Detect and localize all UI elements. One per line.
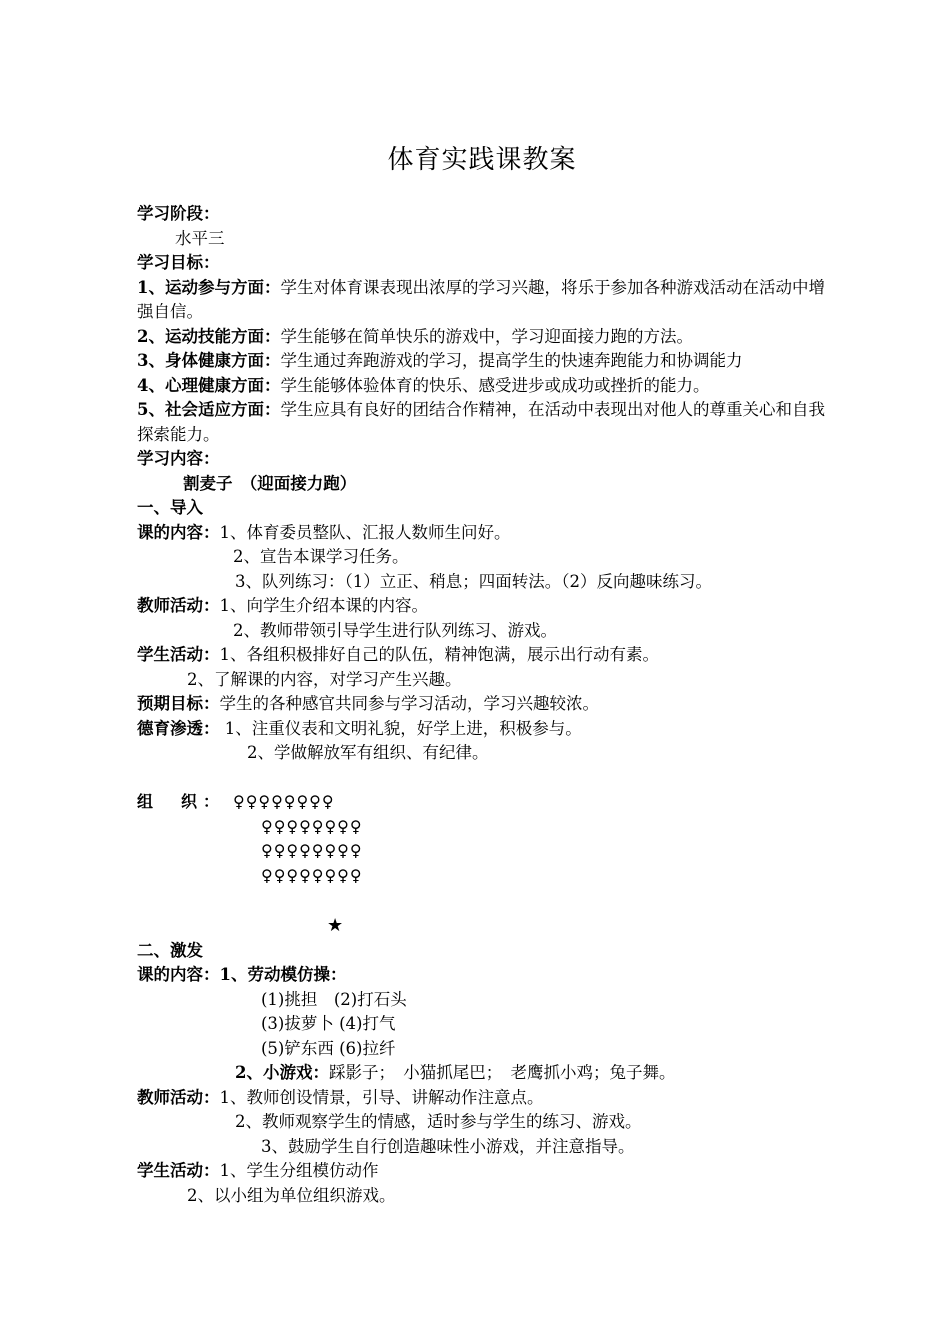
s2-student-item: 1、学生分组模仿动作 xyxy=(219,1161,379,1180)
s2-course-title: 1、劳动模仿操： xyxy=(219,965,347,984)
s2-student-item: 2、以小组为单位组织游戏。 xyxy=(187,1185,396,1205)
goals-label: 学习目标： xyxy=(137,253,220,272)
org-row-3: ♀♀♀♀♀♀♀♀ xyxy=(261,841,363,860)
s1-moral-item: 1、注重仪表和文明礼貌，好学上进，积极参与。 xyxy=(224,718,582,738)
content-value: 割麦子 （迎面接力跑） xyxy=(183,473,357,493)
s1-student-item: 1、各组积极排好自己的队伍，精神饱满，展示出行动有素。 xyxy=(219,645,659,664)
s1-moral-item: 2、学做解放军有组织、有纪律。 xyxy=(247,743,489,762)
org-figures: ♀♀♀♀♀♀♀♀ xyxy=(233,792,335,811)
s2-teacher-item: 3、鼓励学生自行创造趣味性小游戏，并注意指导。 xyxy=(261,1136,635,1156)
s1-teacher-item: 2、教师带领引导学生进行队列练习、游戏。 xyxy=(233,620,557,640)
s2-course-row xyxy=(137,963,827,988)
goal-text: 学生对体育课表现出浓厚的学习兴趣，将乐于参加各种游戏活动在活动中增强自信。 xyxy=(137,277,825,321)
goal-4 xyxy=(137,374,827,399)
lesson-plan-page xyxy=(137,140,827,1208)
s2-teacher-label: 教师活动： xyxy=(137,1087,220,1107)
s2-move-row: (5)铲东西 (6)拉纤 xyxy=(261,1038,396,1058)
s1-course-label: 课的内容： xyxy=(137,522,220,542)
stage-value: 水平三 xyxy=(175,228,225,248)
org-row-1 xyxy=(137,790,827,815)
goal-label: 2、运动技能方面： xyxy=(137,326,281,346)
s1-course-row xyxy=(137,521,827,546)
s1-teacher-label: 教师活动： xyxy=(137,596,220,615)
goal-label: 1、运动参与方面： xyxy=(137,277,281,297)
document-title: 体育实践课教案 xyxy=(387,145,577,175)
goal-text: 学生应具有良好的团结合作精神，在活动中表现出对他人的尊重关心和自我探索能力。 xyxy=(137,400,825,444)
goal-1 xyxy=(137,276,827,325)
goal-text: 学生通过奔跑游戏的学习，提高学生的快速奔跑能力和协调能力 xyxy=(280,351,743,370)
s1-student-label: 学生活动： xyxy=(137,645,220,664)
goal-text: 学生能够体验体育的快乐、感受进步或成功或挫折的能力。 xyxy=(280,375,710,395)
s2-game-text: 踩影子； 小猫抓尾巴； 老鹰抓小鸡；兔子舞。 xyxy=(328,1063,676,1082)
goal-3 xyxy=(137,349,827,374)
s2-student-label: 学生活动： xyxy=(137,1161,220,1180)
s1-student-row xyxy=(137,643,827,668)
spacer xyxy=(137,888,827,913)
s1-course-item: 2、宣告本课学习任务。 xyxy=(233,547,409,566)
s2-move-row: (1)挑担 (2)打石头 xyxy=(261,989,407,1009)
goal-label: 4、心理健康方面： xyxy=(137,375,281,395)
s1-expect-text: 学生的各种感官共同参与学习活动，学习兴趣较浓。 xyxy=(219,694,599,713)
org-label: 组 织： xyxy=(137,792,226,811)
s1-course-item: 1、体育委员整队、汇报人数师生问好。 xyxy=(219,522,511,542)
s1-student-item: 2、了解课的内容，对学习产生兴趣。 xyxy=(187,669,462,689)
teacher-star-icon: ★ xyxy=(327,914,344,936)
content-label: 学习内容： xyxy=(137,449,220,468)
s2-teacher-item: 1、教师创设情景，引导、讲解动作注意点。 xyxy=(219,1087,544,1107)
s1-expect-label: 预期目标： xyxy=(137,694,220,713)
s1-teacher-row xyxy=(137,594,827,619)
org-row-4: ♀♀♀♀♀♀♀♀ xyxy=(261,865,363,885)
section-2-heading: 二、激发 xyxy=(137,940,203,960)
s2-game-label: 2、小游戏： xyxy=(235,1063,329,1082)
goal-label: 5、社会适应方面： xyxy=(137,400,281,419)
goal-2 xyxy=(137,325,827,350)
s1-moral-row xyxy=(137,717,827,742)
org-row-2: ♀♀♀♀♀♀♀♀ xyxy=(261,816,363,836)
s1-moral-label: 德育渗透： xyxy=(137,718,220,738)
spacer xyxy=(137,766,827,791)
s2-move-row: (3)拔萝卜 (4)打气 xyxy=(261,1014,396,1033)
s1-teacher-item: 1、向学生介绍本课的内容。 xyxy=(219,596,428,615)
goal-label: 3、身体健康方面： xyxy=(137,351,281,370)
s2-student-row xyxy=(137,1159,827,1184)
s2-course-label: 课的内容： xyxy=(137,965,220,984)
s1-expect-row xyxy=(137,692,827,717)
goal-text: 学生能够在简单快乐的游戏中，学习迎面接力跑的方法。 xyxy=(280,326,693,346)
goal-5 xyxy=(137,398,827,447)
s2-teacher-row xyxy=(137,1086,827,1111)
s1-course-item: 3、队列练习：（1）立正、稍息；四面转法。（2）反向趣味练习。 xyxy=(235,571,712,591)
stage-label: 学习阶段： xyxy=(137,204,220,223)
s2-game-row xyxy=(137,1061,827,1086)
section-1-heading: 一、导入 xyxy=(137,498,203,517)
s2-teacher-item: 2、教师观察学生的情感，适时参与学生的练习、游戏。 xyxy=(235,1112,642,1131)
